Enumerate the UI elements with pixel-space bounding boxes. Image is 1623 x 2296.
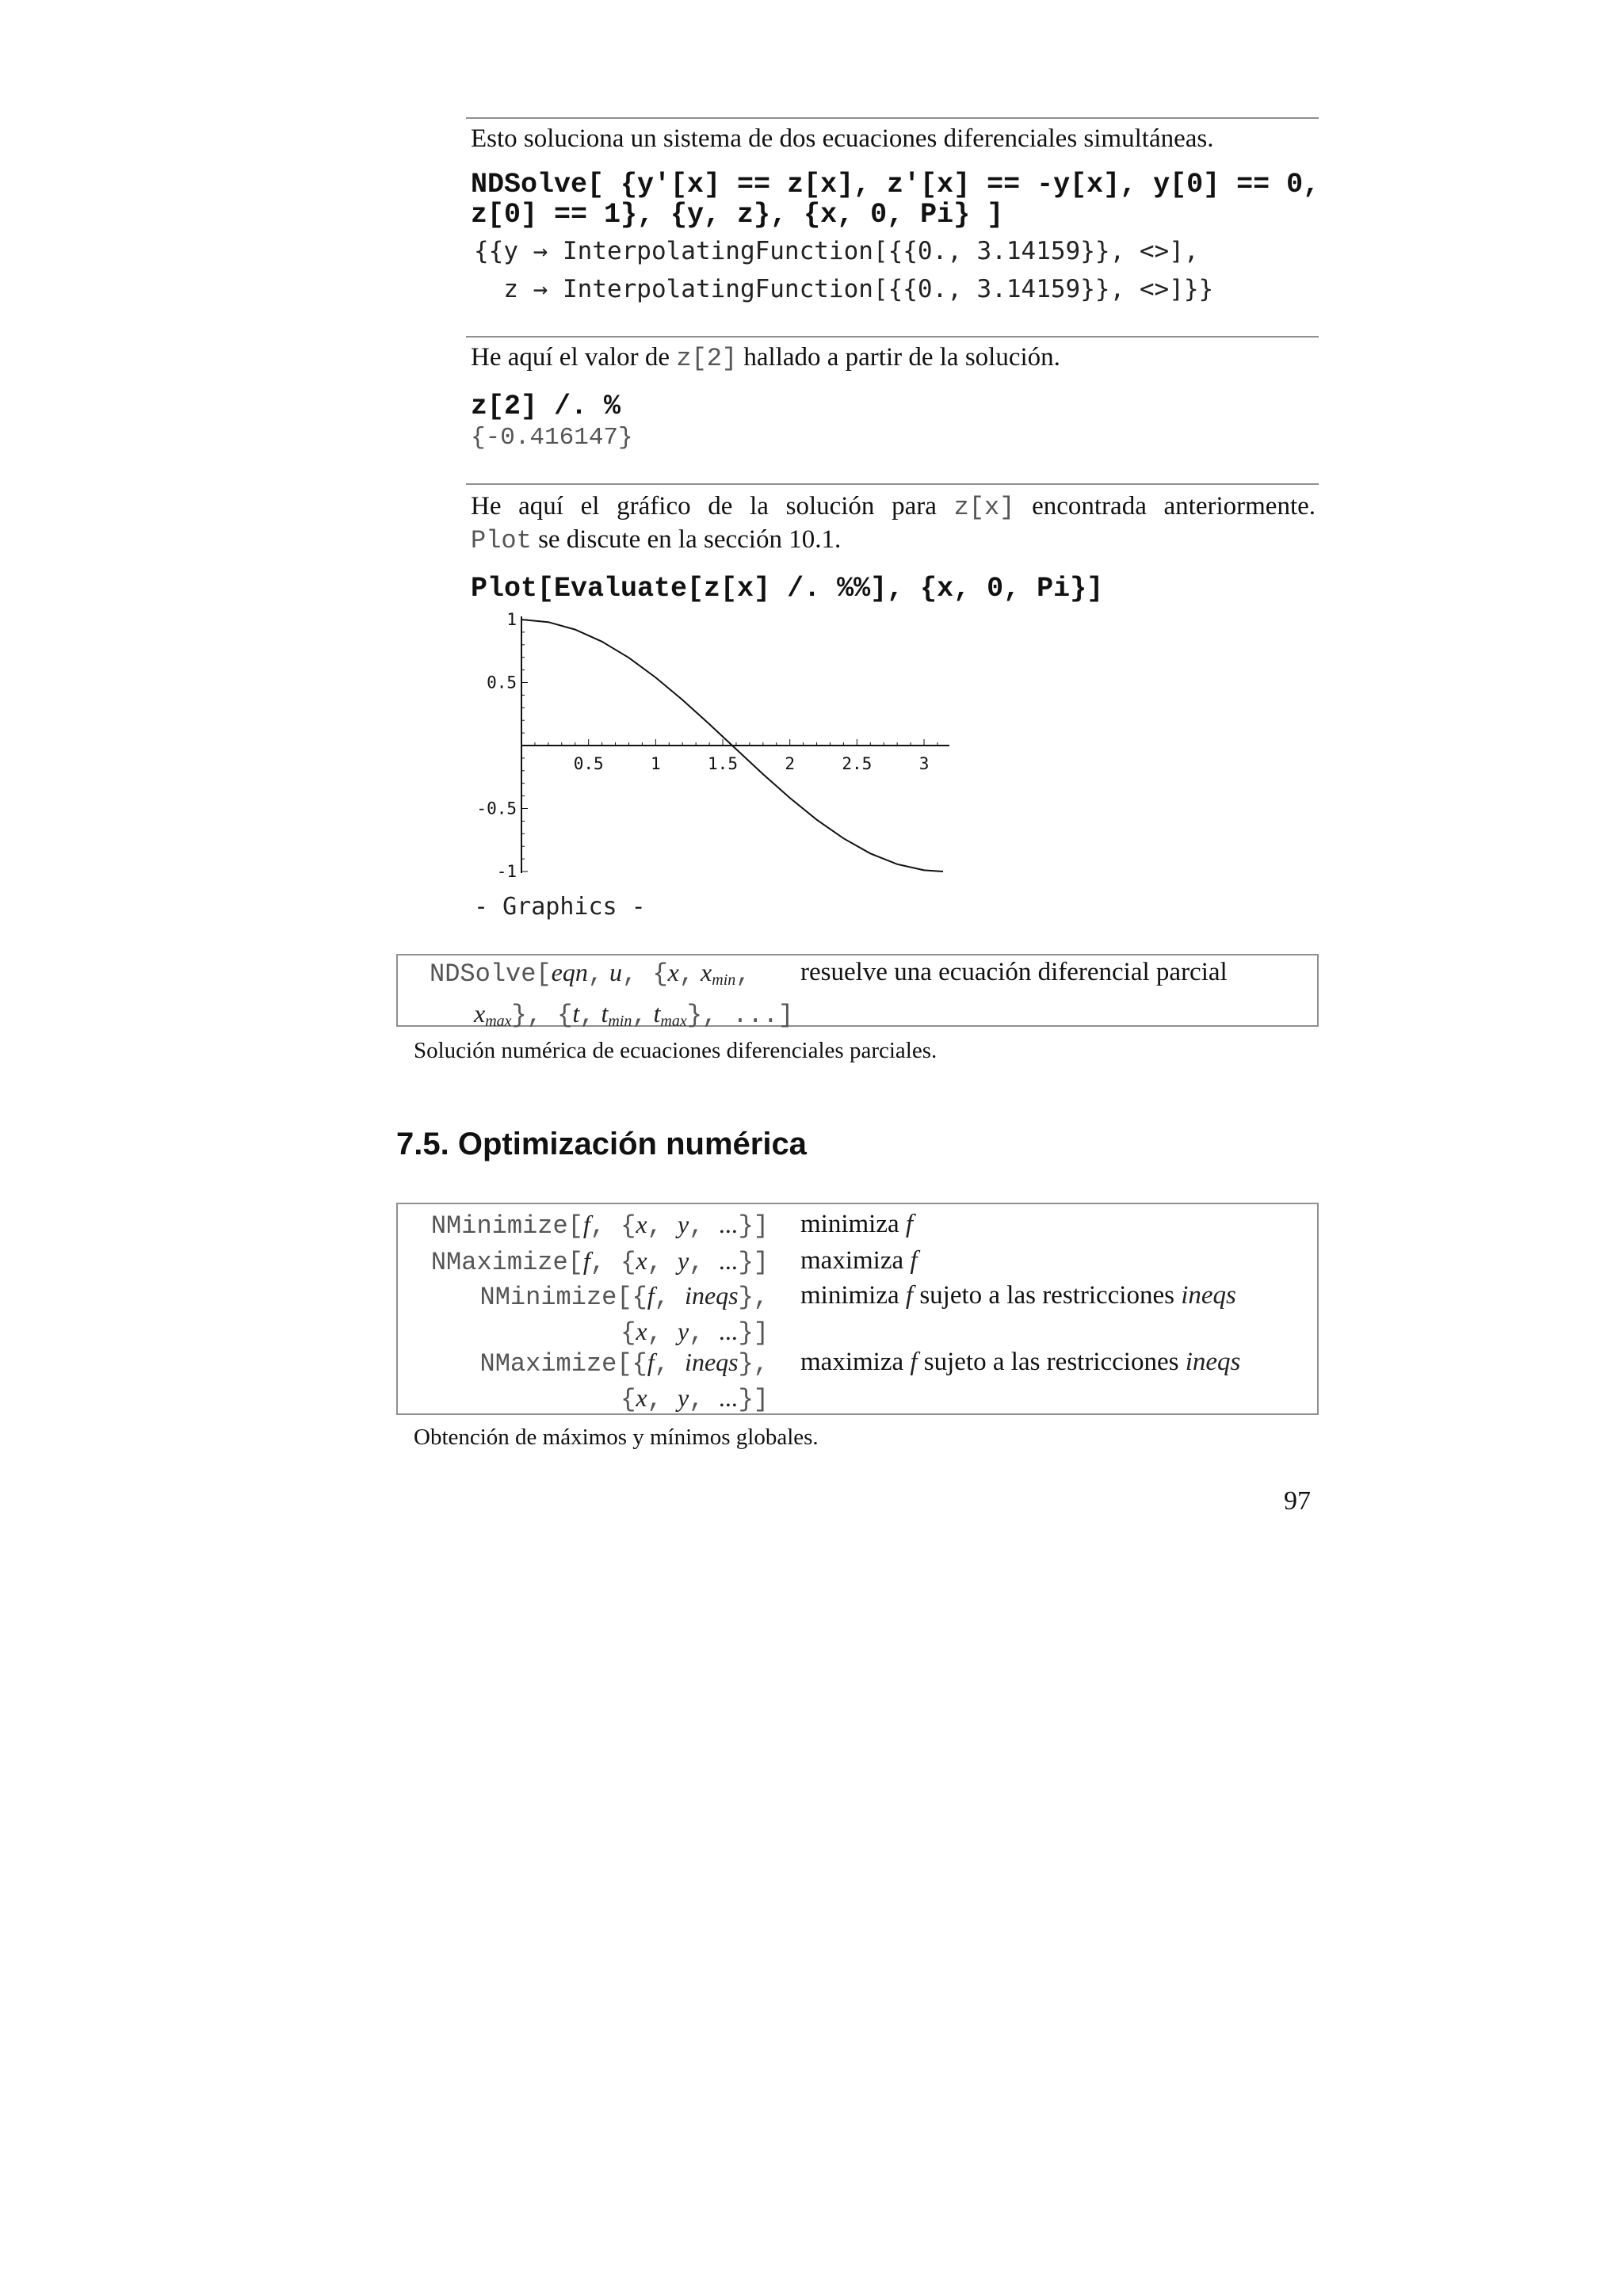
italic-span: f [647, 1348, 655, 1376]
italic-span: ... [719, 1317, 739, 1345]
subscript: min [608, 1013, 632, 1030]
italic-span: x [636, 1210, 647, 1238]
function-name: NMinimize [479, 1283, 617, 1312]
page-number: 97 [1284, 1486, 1311, 1516]
output-line: z → InterpolatingFunction[{{0., 3.14159}}, <>]}} [474, 275, 1214, 303]
cell-text: Esto soluciona un sistema de dos ecuaciones diferenciales simultáneas. [471, 124, 1214, 153]
solution-plot [460, 602, 951, 895]
italic-span: eqn [551, 958, 588, 986]
inline-code: z[x] [953, 493, 1015, 522]
italic-span: ineqs [1181, 1281, 1236, 1310]
y-tick-label: -1 [496, 862, 517, 881]
x-tick-label: 1 [651, 754, 661, 773]
x-tick-label: 3 [918, 754, 930, 773]
table-cell-left: NMinimize[f, {x, y, ...}] [430, 1210, 769, 1241]
italic-span: ... [719, 1383, 739, 1412]
table-cell-right [800, 1207, 913, 1241]
code-span: }, { [511, 1001, 573, 1030]
italic-span: x [636, 1317, 647, 1345]
table-cell-right [800, 1244, 918, 1277]
plot-axes [521, 616, 949, 873]
italic-span: f [910, 1246, 918, 1275]
function-name: NMinimize [430, 1211, 568, 1241]
graphics-label: - Graphics - [474, 893, 646, 921]
code-span: }, ...] [686, 1001, 794, 1030]
x-tick-label: 2.5 [842, 754, 873, 773]
section-heading: 7.5. Optimización numérica [396, 1127, 807, 1161]
table-cell-left: NMaximize[f, {x, y, ...}] [430, 1246, 769, 1277]
italic-span: ineqs [685, 1348, 739, 1376]
subscript: max [660, 1013, 687, 1030]
optimization-table [396, 1203, 1319, 1415]
table-caption: Obtención de máximos y mínimos globales. [414, 1425, 819, 1450]
text-segment: He aquí el valor de [471, 343, 670, 372]
table-cell-line [430, 997, 826, 1038]
italic-span: t [601, 999, 609, 1028]
italic-span: f [582, 1246, 590, 1275]
inline-code: z[2] [676, 344, 738, 373]
italic-span: y [677, 1210, 689, 1238]
input-line[interactable]: z[2] /. % [471, 391, 621, 422]
italic-span: x [636, 1383, 647, 1412]
code-span: , [735, 959, 751, 989]
subscript: min [712, 971, 736, 989]
table-cell-right: resuelve una ecuación diferencial parcial [800, 958, 1228, 986]
text-segment: se discute en la sección 10.1. [538, 525, 842, 554]
text-segment: sujeto a las restricciones [917, 1348, 1186, 1376]
italic-span: f [647, 1281, 655, 1310]
x-tick-label: 2 [785, 754, 796, 773]
text-segment: sujeto a las restricciones [913, 1281, 1182, 1310]
y-tick-label: 1 [506, 610, 517, 629]
italic-span: y [677, 1317, 689, 1345]
text-segment: maximiza [800, 1246, 904, 1275]
italic-span: t [653, 999, 661, 1028]
text-segment: maximiza [800, 1348, 904, 1376]
cell-divider [466, 336, 1319, 338]
table-caption: Solución numérica de ecuaciones diferenciales parciales. [414, 1038, 938, 1063]
function-table [396, 954, 1319, 1030]
cell-divider [466, 117, 1319, 119]
code-span: , [632, 1001, 647, 1030]
table-cell-right [800, 1345, 1240, 1379]
input-line[interactable]: z[0] == 1}, {y, z}, {x, 0, Pi} ] [471, 199, 1004, 231]
italic-span: x [474, 999, 486, 1028]
table-row [398, 1244, 1317, 1277]
function-name: NMaximize [430, 1248, 568, 1277]
code-span: , [579, 1001, 595, 1030]
code-span: , [587, 959, 604, 989]
italic-span: f [905, 1210, 914, 1238]
italic-span: x [667, 958, 679, 986]
italic-span: u [609, 958, 623, 986]
x-tick-label: 0.5 [573, 754, 604, 773]
output-line: {{y → InterpolatingFunction[{{0., 3.14159}}, <>], [474, 237, 1199, 265]
table-row [398, 1345, 1317, 1412]
input-line[interactable]: NDSolve[ {y'[x] == z[x], z'[x] == -y[x], y[0] == 0, [471, 169, 1320, 200]
italic-span: x [701, 958, 712, 986]
italic-span: ineqs [685, 1281, 739, 1310]
italic-span: y [677, 1246, 689, 1275]
table-row [398, 1279, 1317, 1348]
italic-span: f [910, 1348, 918, 1376]
text-segment: encontrada anteriormente. [1032, 492, 1316, 521]
subscript: max [485, 1013, 512, 1030]
cell-text [471, 341, 1060, 376]
cell-divider [466, 483, 1319, 485]
y-tick-label: 0.5 [487, 673, 517, 692]
function-name: NMaximize [479, 1349, 617, 1379]
table-cell-right [800, 1279, 1236, 1312]
italic-span: y [677, 1383, 689, 1412]
x-tick-label: 1.5 [708, 754, 738, 773]
output-line: {-0.416147} [471, 424, 633, 452]
table-cell-left: NMaximize[{f, ineqs}, {x, y, ...}] [479, 1348, 769, 1414]
cell-text [471, 490, 1316, 524]
table-cell-left [430, 955, 826, 1038]
italic-span: ... [719, 1210, 739, 1238]
italic-span: f [582, 1210, 590, 1238]
italic-span: t [572, 999, 580, 1028]
code-span: , { [622, 959, 668, 989]
italic-span: ... [719, 1246, 739, 1275]
y-tick-label: -0.5 [476, 799, 517, 818]
text-segment: minimiza [800, 1210, 899, 1238]
text-segment: He aquí el gráfico de la solución para [471, 492, 937, 521]
text-segment: minimiza [800, 1281, 899, 1310]
italic-span: ineqs [1185, 1348, 1241, 1376]
italic-span: f [905, 1281, 914, 1310]
code-span: , [678, 959, 695, 989]
cell-text [471, 523, 841, 558]
table-cell-line [430, 955, 826, 997]
table-cell-left: NMinimize[{f, ineqs}, {x, y, ...}] [479, 1281, 769, 1348]
input-line[interactable]: Plot[Evaluate[z[x] /. %%], {x, 0, Pi}] [471, 573, 1104, 605]
italic-span: x [636, 1246, 647, 1275]
code-span: NDSolve[ [430, 959, 552, 989]
table-row [398, 1207, 1317, 1241]
inline-code: Plot [471, 526, 532, 555]
text-segment: hallado a partir de la solución. [743, 343, 1060, 372]
